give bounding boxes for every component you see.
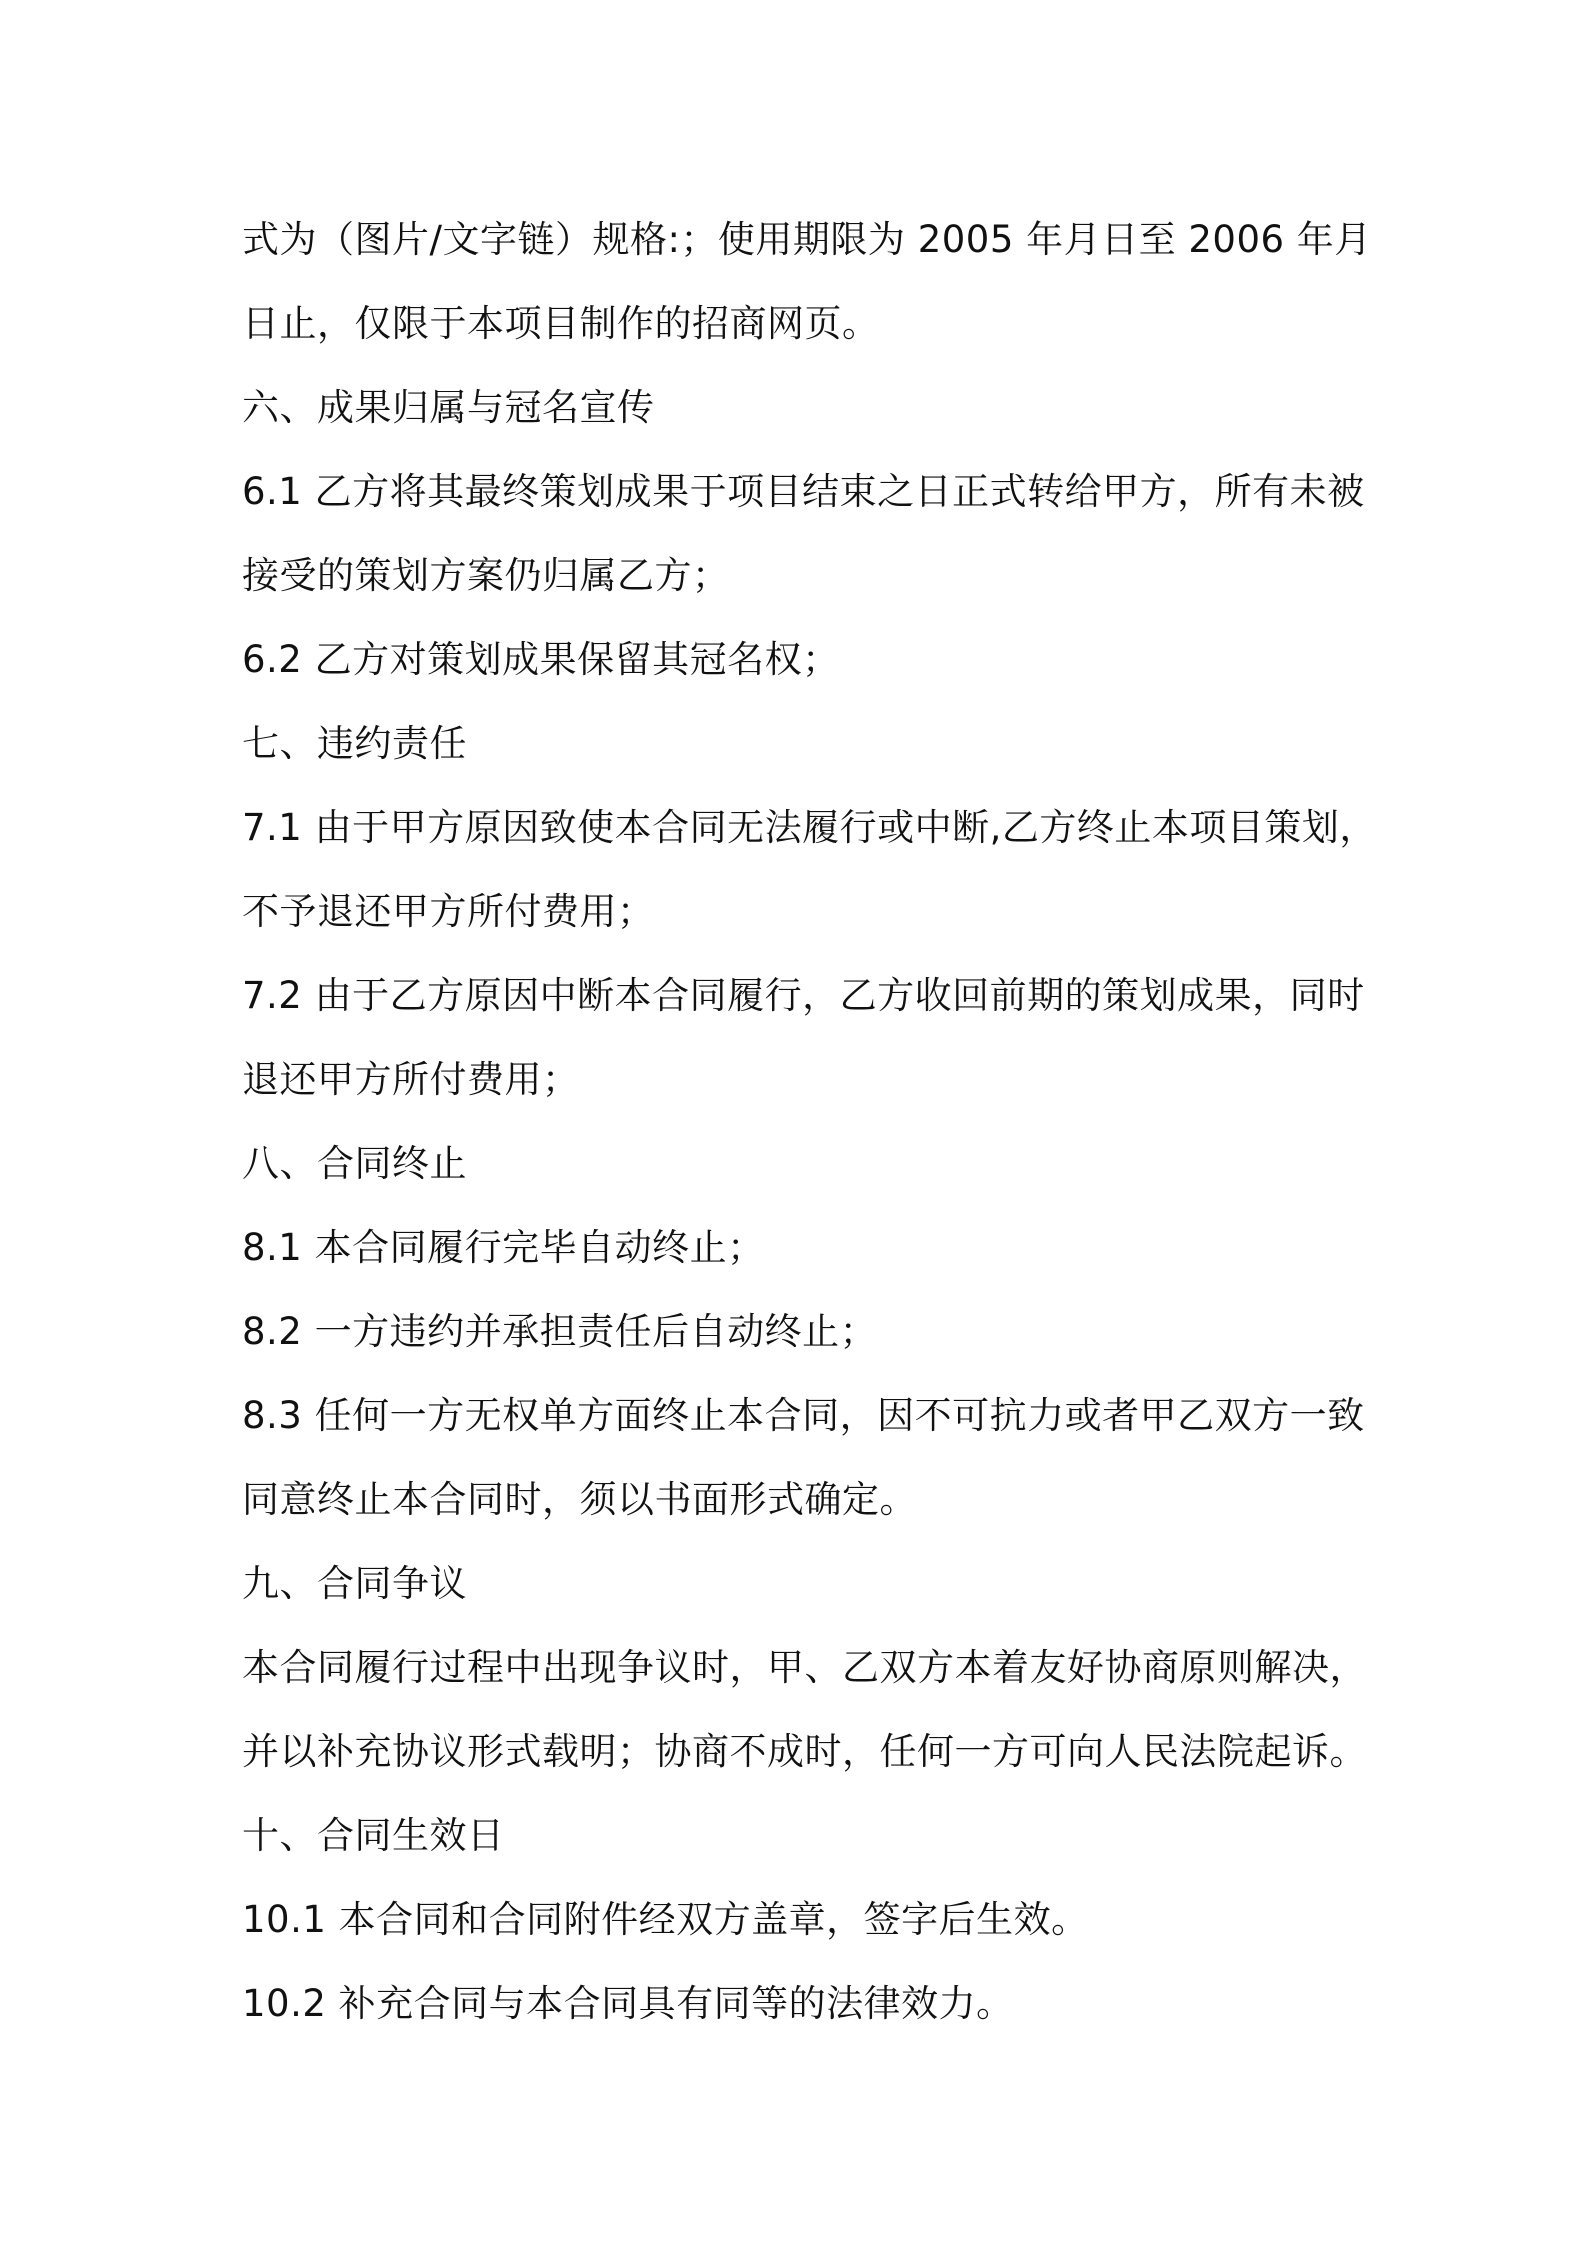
text-line: 7.1 由于甲方原因致使本合同无法履行或中断,乙方终止本项目策划， — [242, 806, 1377, 849]
text-line: 不予退还甲方所付费用； — [242, 890, 655, 933]
text-line: 式为（图片/文字链）规格:；使用期限为 2005 年月日至 2006 年月 — [242, 218, 1372, 261]
section-heading: 七、违约责任 — [242, 722, 467, 765]
text-line: 8.3 任何一方无权单方面终止本合同，因不可抗力或者甲乙双方一致 — [242, 1394, 1365, 1437]
text-line: 10.2 补充合同与本合同具有同等的法律效力。 — [242, 1982, 1014, 2025]
text-line: 接受的策划方案仍归属乙方； — [242, 554, 730, 597]
text-line: 退还甲方所付费用； — [242, 1058, 580, 1101]
text-line: 日止，仅限于本项目制作的招商网页。 — [242, 302, 880, 345]
text-line: 8.2 一方违约并承担责任后自动终止； — [242, 1310, 878, 1353]
section-heading: 八、合同终止 — [242, 1142, 467, 1185]
text-line: 同意终止本合同时，须以书面形式确定。 — [242, 1478, 917, 1521]
text-line: 本合同履行过程中出现争议时，甲、乙双方本着友好协商原则解决， — [242, 1646, 1367, 1689]
section-heading: 六、成果归属与冠名宣传 — [242, 386, 655, 429]
section-heading: 九、合同争议 — [242, 1562, 467, 1605]
text-line: 7.2 由于乙方原因中断本合同履行，乙方收回前期的策划成果，同时 — [242, 974, 1365, 1017]
text-line: 并以补充协议形式载明；协商不成时，任何一方可向人民法院起诉。 — [242, 1730, 1367, 1773]
text-line: 10.1 本合同和合同附件经双方盖章，签字后生效。 — [242, 1898, 1089, 1941]
text-line: 6.1 乙方将其最终策划成果于项目结束之日正式转给甲方，所有未被 — [242, 470, 1365, 513]
text-line: 8.1 本合同履行完毕自动终止； — [242, 1226, 765, 1269]
text-line: 6.2 乙方对策划成果保留其冠名权； — [242, 638, 840, 681]
contract-text — [242, 198, 1377, 2046]
section-heading: 十、合同生效日 — [242, 1814, 505, 1857]
